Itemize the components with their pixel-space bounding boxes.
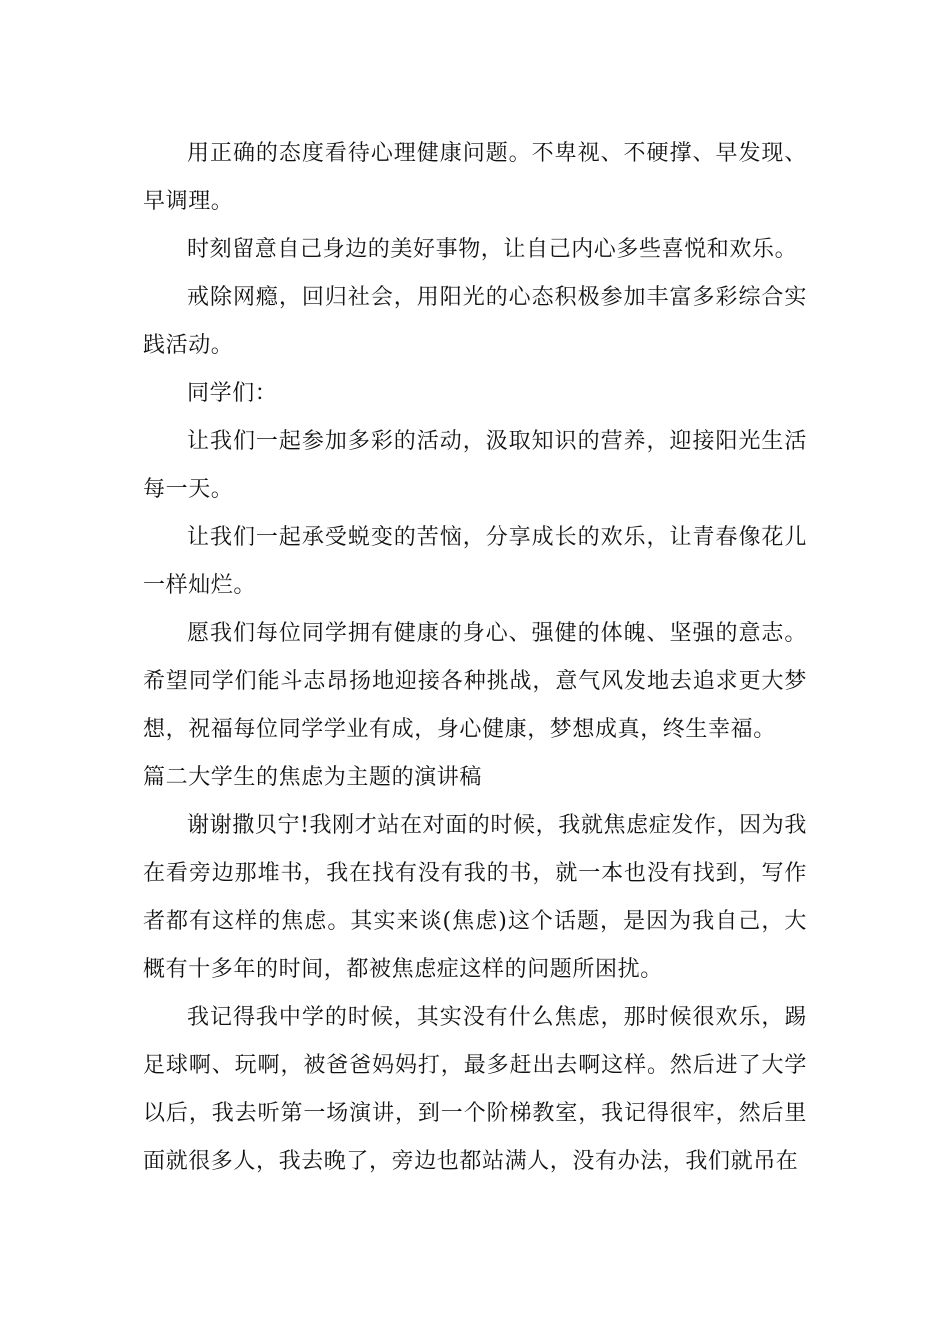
paragraph-notice-beauty: 时刻留意自己身边的美好事物，让自己内心多些喜悦和欢乐。 [187,237,798,262]
paragraph-wishes: 愿我们每位同学拥有健康的身心、强健的体魄、坚强的意志。希望同学们能斗志昂扬地迎接各种挑战，意气风发地去追求更大梦想，祝福每位同学学业有成，身心健康，梦想成真，终生幸福。 [143,621,807,742]
document-body [143,130,807,1186]
paragraph-school-memory: 我记得我中学的时候，其实没有什么焦虑，那时候很欢乐，踢足球啊、玩啊，被爸爸妈妈打，最多赶出去啊这样。然后进了大学以后，我去听第一场演讲，到一个阶梯教室，我记得很牢，然后里面就很多人，我去晚了，旁边也都站满人，没有办法，我们就吊在 [143,1005,807,1174]
paragraph-quit-internet-addiction: 戒除网瘾，回归社会，用阳光的心态积极参加丰富多彩综合实践活动。 [143,285,807,358]
paragraph-mental-health-attitude: 用正确的态度看待心理健康问题。不卑视、不硬撑、早发现、早调理。 [143,141,807,214]
paragraph-join-activities: 让我们一起参加多彩的活动，汲取知识的营养，迎接阳光生活每一天。 [143,429,807,502]
paragraph-salutation: 同学们： [187,381,278,406]
paragraph-speech-opening: 谢谢撒贝宁!我刚才站在对面的时候，我就焦虑症发作，因为我在看旁边那堆书，我在找有没有我的书，就一本也没有找到，写作者都有这样的焦虑。其实来谈(焦虑)这个话题，是因为我自己，大概有十多年的时间，都被焦虑症这样的问题所困扰。 [143,813,807,982]
paragraph-share-growth: 让我们一起承受蜕变的苦恼，分享成长的欢乐，让青春像花儿一样灿烂。 [143,525,807,598]
section-title: 篇二大学生的焦虑为主题的演讲稿 [143,765,483,790]
